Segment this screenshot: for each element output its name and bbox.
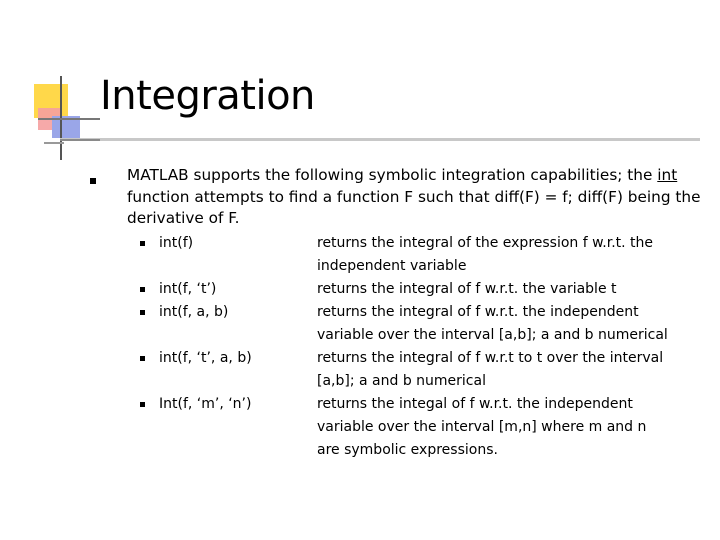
slide-title: Integration (100, 73, 315, 119)
command-description: returns the integral of f w.r.t to t over the interval [a,b]; a and b numerical (317, 350, 664, 389)
list-item (140, 301, 700, 347)
sub-bullet-icon (140, 402, 145, 407)
title-divider (60, 138, 700, 141)
main-bullet-icon (90, 178, 96, 184)
list-item (140, 278, 700, 301)
main-bullet-text-after: function attempts to find a function F such that diff(F) = f; diff(F) being the derivative of F. (127, 187, 701, 227)
command-syntax: Int(f, ‘m’, ‘n’) (159, 396, 252, 412)
command-syntax: int(f) (159, 235, 194, 251)
sub-bullet-icon (140, 310, 145, 315)
title-divider-accent (60, 139, 100, 141)
main-bullet-text-before: MATLAB supports the following symbolic integration capabilities; the (127, 166, 658, 184)
sub-bullet-icon (140, 356, 145, 361)
command-description: returns the integral of the expression f w.r.t. the independent variable (317, 235, 654, 274)
command-description: returns the integral of f w.r.t. the variable t (317, 281, 617, 297)
command-description: returns the integal of f w.r.t. the independent variable over the interval [m,n] where m and n are symbolic expressions. (317, 396, 647, 458)
sub-bullet-icon (140, 241, 145, 246)
int-usage-list (140, 232, 700, 462)
list-item (140, 232, 700, 278)
command-description: returns the integral of f w.r.t. the independent variable over the interval [a,b]; a and b numerical (317, 304, 668, 343)
list-item (140, 347, 700, 393)
list-item (140, 393, 700, 462)
logo-horizontal-line (38, 118, 100, 120)
command-syntax: int(f, ‘t’, a, b) (159, 350, 252, 366)
command-syntax: int(f, a, b) (159, 304, 229, 320)
int-keyword: int (657, 166, 678, 184)
command-syntax: int(f, ‘t’) (159, 281, 217, 297)
slide-logo-decoration (0, 0, 90, 170)
sub-bullet-icon (140, 287, 145, 292)
logo-short-line (44, 142, 64, 144)
main-bullet-text (127, 165, 702, 230)
